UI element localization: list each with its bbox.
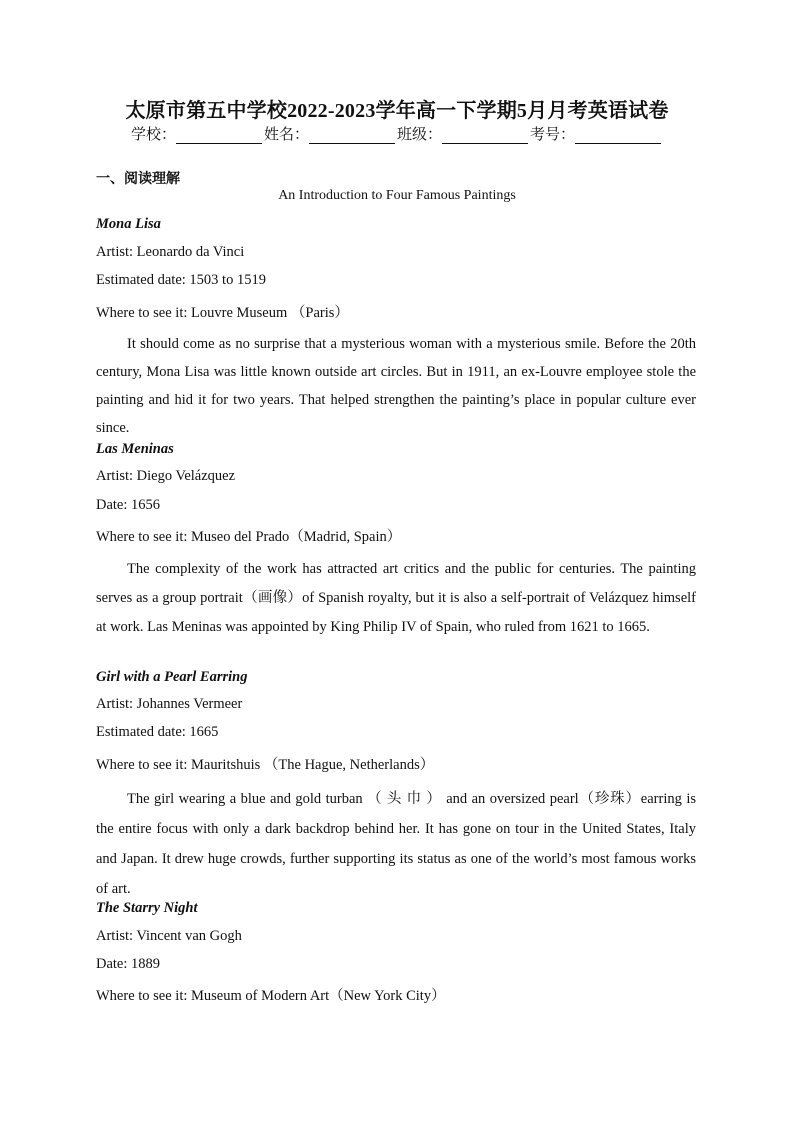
school-blank[interactable] bbox=[176, 128, 262, 144]
painting-date: Date: 1656 bbox=[96, 497, 161, 513]
painting-artist: Artist: Diego Velázquez bbox=[96, 468, 236, 484]
painting-heading: Girl with a Pearl Earring bbox=[96, 669, 248, 685]
painting-artist: Artist: Vincent van Gogh bbox=[96, 928, 242, 944]
exam-title: 太原市第五中学校2022-2023学年高一下学期5月月考英语试卷 bbox=[125, 100, 669, 122]
painting-description: The girl wearing a blue and gold turban （ 头 巾 ） and an oversized pearl（珍珠）earring is the entire focus with only a dark backdrop behind her. It has gone on tour in the United States, Italy and Japan. It drew huge crowds, further supporting its status as one of the world’s most famous works of art. bbox=[96, 791, 696, 897]
painting-location: Where to see it: Mauritshuis （The Hague, Netherlands） bbox=[96, 757, 435, 773]
painting-heading: Mona Lisa bbox=[96, 216, 161, 232]
section-title: 一、阅读理解 bbox=[96, 171, 180, 187]
painting-artist: Artist: Johannes Vermeer bbox=[96, 696, 243, 712]
painting-heading: The Starry Night bbox=[96, 900, 198, 916]
name-blank[interactable] bbox=[309, 128, 395, 144]
painting-description: It should come as no surprise that a mysterious woman with a mysterious smile. Before the 20th century, Mona Lisa was little known outside art circles. But in 1911, an ex-Louvre employee stole the painting and hid it for two years. That helped strengthen the painting’s place in popular culture ever since. bbox=[96, 336, 696, 436]
painting-description: The complexity of the work has attracted art critics and the public for centuries. The painting serves as a group portrait（画像）of Spanish royalty, but it is also a self-portrait of Velázquez himself at work. Las Meninas was appointed by King Philip IV of Spain, who ruled from 1621 to 1665. bbox=[96, 561, 696, 635]
painting-date: Estimated date: 1503 to 1519 bbox=[96, 272, 266, 288]
painting-location: Where to see it: Museo del Prado（Madrid, Spain） bbox=[96, 529, 402, 545]
class-label: 班级： bbox=[397, 127, 443, 143]
painting-location: Where to see it: Museum of Modern Art（New York City） bbox=[96, 988, 446, 1004]
painting-date: Date: 1889 bbox=[96, 956, 161, 972]
exam-no-blank[interactable] bbox=[575, 128, 661, 144]
painting-date: Estimated date: 1665 bbox=[96, 724, 219, 740]
name-label: 姓名： bbox=[263, 127, 309, 143]
school-label: 学校： bbox=[130, 127, 176, 143]
exam-no-label: 考号： bbox=[530, 127, 576, 143]
student-info-line bbox=[0, 126, 794, 144]
class-blank[interactable] bbox=[442, 128, 528, 144]
painting-location: Where to see it: Louvre Museum （Paris） bbox=[96, 305, 349, 321]
passage-title: An Introduction to Four Famous Paintings bbox=[278, 188, 516, 203]
painting-heading: Las Meninas bbox=[96, 441, 174, 457]
painting-artist: Artist: Leonardo da Vinci bbox=[96, 244, 245, 260]
